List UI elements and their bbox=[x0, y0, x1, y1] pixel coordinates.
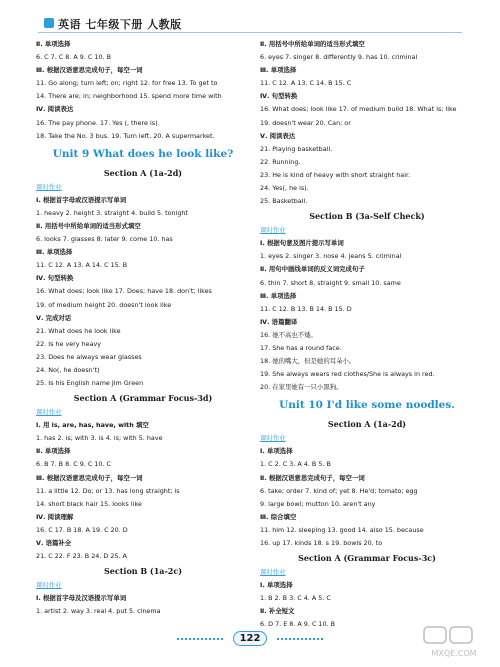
exercise-heading: Ⅳ. 语篇翻译 bbox=[260, 317, 298, 326]
exercise-heading: Ⅲ. 单项选择 bbox=[260, 66, 297, 75]
section-title: Section B (3a-Self Check) bbox=[309, 211, 425, 222]
exercise-heading: Ⅱ. 补全短文 bbox=[260, 607, 295, 616]
unit-title: Unit 10 I'd like some noodles. bbox=[279, 399, 455, 412]
answer-line: 17. She has a round face. bbox=[260, 343, 342, 352]
exercise-heading: Ⅱ. 根据汉语意思完成句子，每空一词 bbox=[260, 473, 365, 482]
answer-line: 22. Running. bbox=[260, 157, 301, 166]
answer-line: 1. has 2. is; with 3. is 4. is; with 5. have bbox=[36, 434, 163, 443]
lesson-tag: 课时作业 bbox=[36, 408, 62, 417]
left-top-block bbox=[36, 38, 250, 143]
page-number-label: 122 bbox=[233, 631, 268, 646]
answer-line: 11. C 12. A 13. C 14. B 15. C bbox=[260, 79, 352, 88]
dotted-rule-left bbox=[177, 638, 223, 640]
answer-line: 6. looks 7. glasses 8. later 9. come 10. has bbox=[36, 235, 173, 244]
page-header bbox=[0, 0, 500, 40]
left-column bbox=[36, 38, 250, 618]
exercise-heading: Ⅴ. 阅读表达 bbox=[260, 131, 296, 140]
exercise-heading: Ⅱ. 单项选择 bbox=[36, 40, 71, 48]
watermark-text: MXQE.COM bbox=[431, 649, 477, 658]
answer-line: 19. of medium height 20. doesn't look like bbox=[36, 300, 172, 309]
watermark-logo bbox=[420, 625, 490, 661]
answer-line: 1. artist 2. way 3. real 4. put 5. cinema bbox=[36, 607, 161, 616]
answer-line: 11. C 12. B 13. B 14. B 15. D bbox=[260, 304, 352, 313]
lesson-tag: 课时作业 bbox=[260, 434, 286, 443]
exercise-heading: Ⅲ. 综合填空 bbox=[260, 512, 297, 521]
lesson-tag: 课时作业 bbox=[260, 568, 286, 577]
unit-title: Unit 9 What does he look like? bbox=[52, 147, 234, 160]
exercise-heading: Ⅳ. 阅读表达 bbox=[36, 105, 74, 114]
answer-line: 16. The pay phone. 17. Yes (, there is). bbox=[36, 118, 160, 127]
answer-line: 1. C 2. C 3. A 4. B 5. B bbox=[260, 460, 331, 469]
section-block bbox=[260, 579, 474, 631]
answer-line: 19. She always wears red clothes/She is always in red. bbox=[260, 370, 435, 379]
exercise-heading: Ⅴ. 完成对话 bbox=[36, 313, 72, 322]
section-block bbox=[260, 445, 474, 550]
lesson-tag: 课时作业 bbox=[260, 226, 286, 235]
section-title: Section A (1a-2d) bbox=[103, 167, 183, 178]
answer-line: 25. Is his English name Jim Green bbox=[36, 379, 144, 388]
answer-line: 16. C 17. B 18. A 19. C 20. D bbox=[36, 525, 128, 534]
dotted-rule-right bbox=[277, 638, 323, 640]
section-title: Section A (Grammar Focus-3c) bbox=[298, 553, 436, 564]
exercise-heading: Ⅱ. 用括号中所给单词的适当形式填空 bbox=[36, 221, 141, 230]
answer-line: 16. What does; look like 17. of medium build 18. What is; like bbox=[260, 105, 457, 114]
answer-line: 21. C 22. F 23. B 24. D 25. A bbox=[36, 552, 127, 561]
exercise-heading: Ⅳ. 句型转换 bbox=[260, 92, 298, 101]
exercise-heading: Ⅰ. 根据首字母及汉语提示写单词 bbox=[36, 594, 127, 603]
answer-line: 24. No(, he doesn't) bbox=[36, 365, 100, 374]
exercise-heading: Ⅲ. 单项选择 bbox=[260, 291, 297, 300]
answer-line: 14. short black hair 15. looks like bbox=[36, 499, 142, 508]
answer-line: 16. What does; look like 17. Does; have 18. don't; likes bbox=[36, 287, 212, 296]
answer-line: 19. doesn't wear 20. Can; or bbox=[260, 118, 351, 127]
section-block bbox=[36, 194, 250, 390]
answer-line: 9. large bowl; mutton 10. aren't any bbox=[260, 499, 376, 508]
section-title: Section A (1a-2d) bbox=[327, 419, 407, 430]
section-block bbox=[36, 419, 250, 563]
exercise-heading: Ⅴ. 语篇补全 bbox=[36, 539, 72, 547]
answer-line: 21. Playing basketball. bbox=[260, 144, 333, 153]
answer-line: 23. He is kind of heavy with short straight hair. bbox=[260, 170, 411, 179]
answer-line: 11. Go along; turn left; on; right 12. for free 13. To get to bbox=[36, 79, 218, 88]
lesson-tag: 课时作业 bbox=[36, 581, 62, 590]
section-block bbox=[36, 592, 250, 618]
answer-line: 16. up 17. kinds 18. s 19. bowls 20. to bbox=[260, 539, 383, 547]
exercise-heading: Ⅰ. 单项选择 bbox=[260, 581, 293, 590]
answer-line: 1. B 2. B 3. C 4. A 5. C bbox=[260, 594, 331, 603]
section-title: Section B (1a-2c) bbox=[103, 566, 183, 577]
answer-line: 6. B 7. B 8. C 9. C 10. C bbox=[36, 460, 111, 469]
exercise-heading: Ⅲ. 根据汉语意思完成句子，每空一词 bbox=[36, 66, 143, 75]
answer-line: 25. Basketball. bbox=[260, 197, 308, 206]
exercise-heading: Ⅰ. 单项选择 bbox=[260, 447, 293, 456]
exercise-heading: Ⅲ. 根据汉语意思完成句子，每空一词 bbox=[36, 473, 143, 482]
answer-line: 11. a little 12. Do; or 13. has long straight; is bbox=[36, 486, 180, 495]
header-marker bbox=[44, 18, 54, 28]
answer-line: 1. eyes 2. singer 3. nose 4. jeans 5. criminal bbox=[260, 252, 402, 261]
answer-line: 20. 在家里她有一只小黑狗。 bbox=[260, 383, 343, 392]
answer-line: 16. 她不高也不矮。 bbox=[260, 330, 317, 339]
right-column bbox=[260, 38, 474, 631]
exercise-heading: Ⅰ. 根据句意及图片提示写单词 bbox=[260, 239, 344, 248]
answer-line: 24. Yes(, he is). bbox=[260, 184, 309, 193]
answer-line: 11. him 12. sleeping 13. good 14. also 15. because bbox=[260, 525, 424, 534]
answer-line: 21. What does he look like bbox=[36, 326, 121, 335]
answer-line: 14. There are; in; neighborhood 15. spend more time with bbox=[36, 92, 222, 101]
header-title: 英语 七年级下册 人教版 bbox=[58, 18, 182, 31]
exercise-heading: Ⅳ. 句型转换 bbox=[36, 274, 74, 283]
right-top-block bbox=[260, 38, 474, 208]
answer-line: 11. C 12. A 13. A 14. C 15. B bbox=[36, 261, 128, 270]
answer-line: 6. D 7. E 8. A 9. C 10. B bbox=[260, 620, 336, 629]
answer-line: 22. Is he very heavy bbox=[36, 339, 102, 348]
answer-line: 6. eyes 7. singer 8. differently 9. has 10. criminal bbox=[260, 53, 418, 62]
answer-line: 6. C 7. C 8. A 9. C 10. B bbox=[36, 53, 111, 62]
exercise-heading: Ⅳ. 阅读理解 bbox=[36, 512, 74, 521]
exercise-heading: Ⅱ. 用句中画线单词的反义词完成句子 bbox=[260, 265, 365, 274]
answer-line: 18. 她的嘴大，但是她的耳朵小。 bbox=[260, 357, 356, 366]
answer-line: 6. thin 7. short 8. straight 9. small 10. same bbox=[260, 278, 401, 287]
lesson-tag: 课时作业 bbox=[36, 182, 62, 191]
answer-line: 6. take; order 7. kind of; yet 8. He'd; tomato; egg bbox=[260, 486, 418, 495]
exercise-heading: Ⅱ. 用括号中所给单词的适当形式填空 bbox=[260, 40, 365, 48]
answer-line: 23. Does he always wear glasses bbox=[36, 352, 142, 361]
answer-line: 1. heavy 2. height 3. straight 4. build 5. tonight bbox=[36, 208, 188, 217]
answer-line: 18. Take the No. 3 bus. 19. Turn left. 20. A supermarket. bbox=[36, 131, 215, 140]
section-title: Section A (Grammar Focus-3d) bbox=[73, 393, 213, 404]
exercise-heading: Ⅲ. 单项选择 bbox=[36, 248, 73, 257]
section-block bbox=[260, 237, 474, 394]
exercise-heading: Ⅰ. 用 is, are, has, have, with 填空 bbox=[36, 421, 149, 430]
exercise-heading: Ⅱ. 单项选择 bbox=[36, 447, 71, 456]
exercise-heading: Ⅰ. 根据首字母或汉语提示写单词 bbox=[36, 195, 127, 204]
